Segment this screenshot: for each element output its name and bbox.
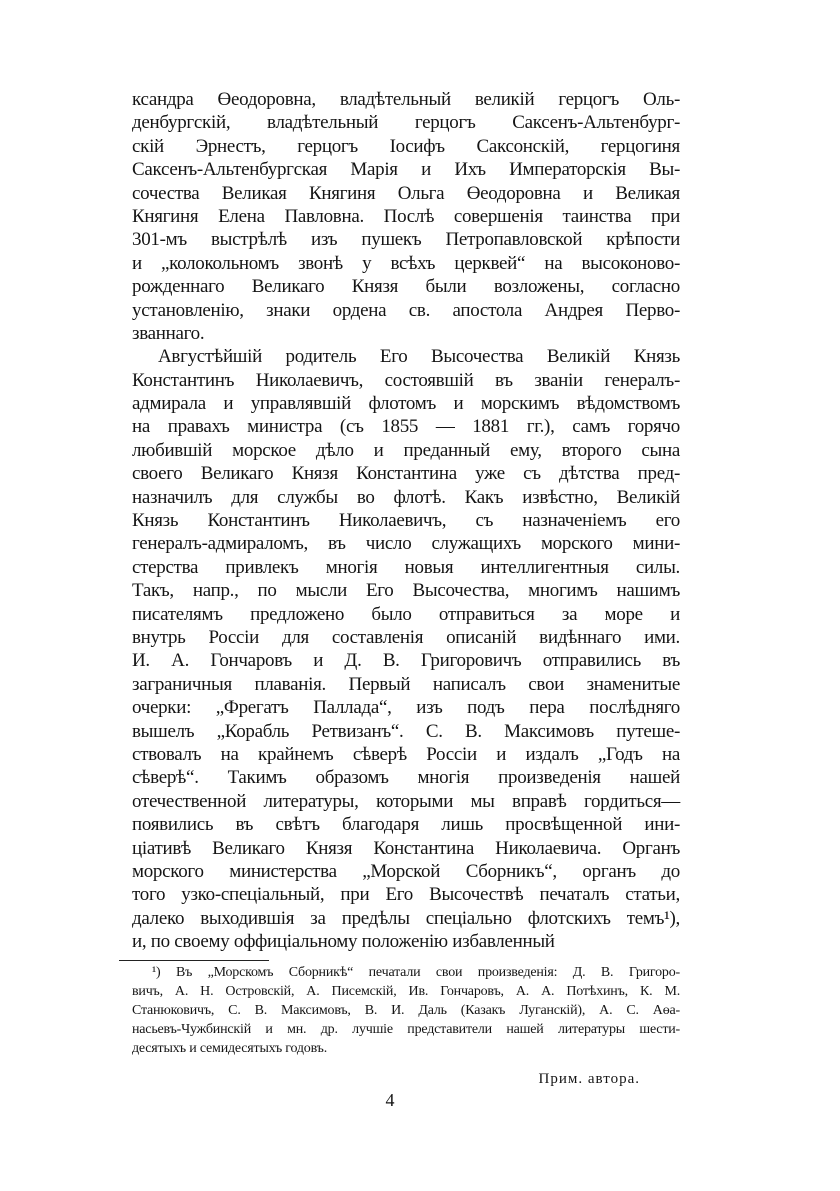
page-number: 4 bbox=[385, 1090, 395, 1110]
text-line: своего Великаго Князя Константина уже съ дѣтства пред- bbox=[132, 463, 680, 485]
text-line: стерства привлекъ многія новыя интеллигентныя силы. bbox=[132, 556, 680, 578]
text-line: морского министерства „Морской Сборникъ“, органъ до bbox=[132, 860, 680, 882]
text-line: вышелъ „Корабль Ретвизанъ“. С. В. Максимовъ путеше- bbox=[132, 720, 680, 742]
text-line: сочества Великая Княгиня Ольга Өеодоровна и Великая bbox=[132, 182, 680, 204]
text-line: и, по своему оффиціальному положенію избавленный bbox=[132, 931, 555, 953]
text-line: установленію, знаки ордена св. апостола Андрея Перво- bbox=[132, 299, 680, 321]
text-line: любившій морское дѣло и преданный ему, второго сына bbox=[132, 439, 680, 461]
text-line: заграничныя плаванія. Первый написалъ свои знаменитые bbox=[132, 673, 680, 695]
text-line: адмирала и управлявшій флотомъ и морскимъ вѣдомствомъ bbox=[132, 393, 680, 415]
text-line: очерки: „Фрегатъ Паллада“, изъ подъ пера послѣдняго bbox=[132, 697, 680, 719]
text-line: на правахъ министра (съ 1855 — 1881 гг.), самъ горячо bbox=[132, 416, 680, 438]
text-line: рожденнаго Великаго Князя были возложены, согласно bbox=[132, 276, 680, 298]
text-line: денбургскій, владѣтельный герцогъ Саксенъ-Альтенбург- bbox=[132, 112, 680, 134]
text-line: писателямъ предложено было отправиться за море и bbox=[132, 603, 680, 625]
footnote-line: насьевъ-Чужбинскій и мн. др. лучшіе представители нашей литературы шести- bbox=[132, 1022, 680, 1037]
footnote-divider bbox=[119, 960, 269, 961]
text-line: сѣверѣ“. Такимъ образомъ многія произведенія нашей bbox=[132, 767, 680, 789]
text-line: назначилъ для службы во флотѣ. Какъ извѣстно, Великій bbox=[132, 486, 680, 508]
text-line: скій Эрнестъ, герцогъ Іосифъ Саксонскій, герцогиня bbox=[132, 135, 680, 157]
text-line: ксандра Өеодоровна, владѣтельный великій герцогъ Оль- bbox=[132, 89, 680, 110]
text-line: внутрь Россіи для составленія описаній видѣннаго ими. bbox=[132, 626, 680, 648]
text-line: Князь Константинъ Николаевичъ, съ назначеніемъ его bbox=[132, 510, 680, 532]
text-line: генералъ-адмираломъ, въ число служащихъ морского мини- bbox=[132, 533, 680, 555]
text-line: 301-мъ выстрѣлѣ изъ пушекъ Петропавловской крѣпости bbox=[132, 229, 680, 251]
text-line: появились въ свѣтъ благодаря лишь просвѣщенной ини- bbox=[132, 814, 680, 836]
text-line: Такъ, напр., по мысли Его Высочества, многимъ нашимъ bbox=[132, 580, 680, 602]
author-note: Прим. автора. bbox=[538, 1071, 640, 1087]
text-line: Августѣйшій родитель Его Высочества Великій Князь bbox=[158, 346, 680, 368]
footnote-line: вичъ, А. Н. Островскій, А. Писемскій, Ив. Гончаровъ, А. А. Потѣхинъ, К. М. bbox=[132, 984, 680, 999]
text-line: Княгиня Елена Павловна. Послѣ совершенія таинства при bbox=[132, 205, 680, 227]
text-line: отечественной литературы, которыми мы вправѣ гордиться— bbox=[132, 790, 680, 812]
text-line: того узко-спеціальный, при Его Высочествѣ печаталъ статьи, bbox=[132, 884, 680, 906]
footnote-line: ¹) Въ „Морскомъ Сборникѣ“ печатали свои произведенія: Д. В. Григоро- bbox=[152, 965, 680, 980]
footnote bbox=[132, 963, 680, 1058]
text-line: далеко выходившія за предѣлы спеціально флотскихъ темъ¹), bbox=[132, 907, 680, 929]
footnote-line: десятыхъ и семидесятыхъ годовъ. bbox=[132, 1041, 327, 1056]
text-line: И. А. Гончаровъ и Д. В. Григоровичъ отправились въ bbox=[132, 650, 680, 672]
main-text bbox=[132, 88, 680, 953]
footnote-line: Станюковичъ, С. В. Максимовъ, В. И. Даль (Казакъ Луганскій), А. С. Аөа- bbox=[132, 1003, 680, 1018]
text-line: Саксенъ-Альтенбургская Марія и Ихъ Императорскія Вы- bbox=[132, 159, 680, 181]
text-line: и „колокольномъ звонѣ у всѣхъ церквей“ на высоконово- bbox=[132, 252, 680, 274]
text-line: ствовалъ на крайнемъ сѣверѣ Россіи и издалъ „Годъ на bbox=[132, 743, 680, 765]
text-line: званнаго. bbox=[132, 322, 205, 344]
text-line: ціативѣ Великаго Князя Константина Николаевича. Органъ bbox=[132, 837, 680, 859]
text-line: Константинъ Николаевичъ, состоявшій въ званіи генералъ- bbox=[132, 369, 680, 391]
